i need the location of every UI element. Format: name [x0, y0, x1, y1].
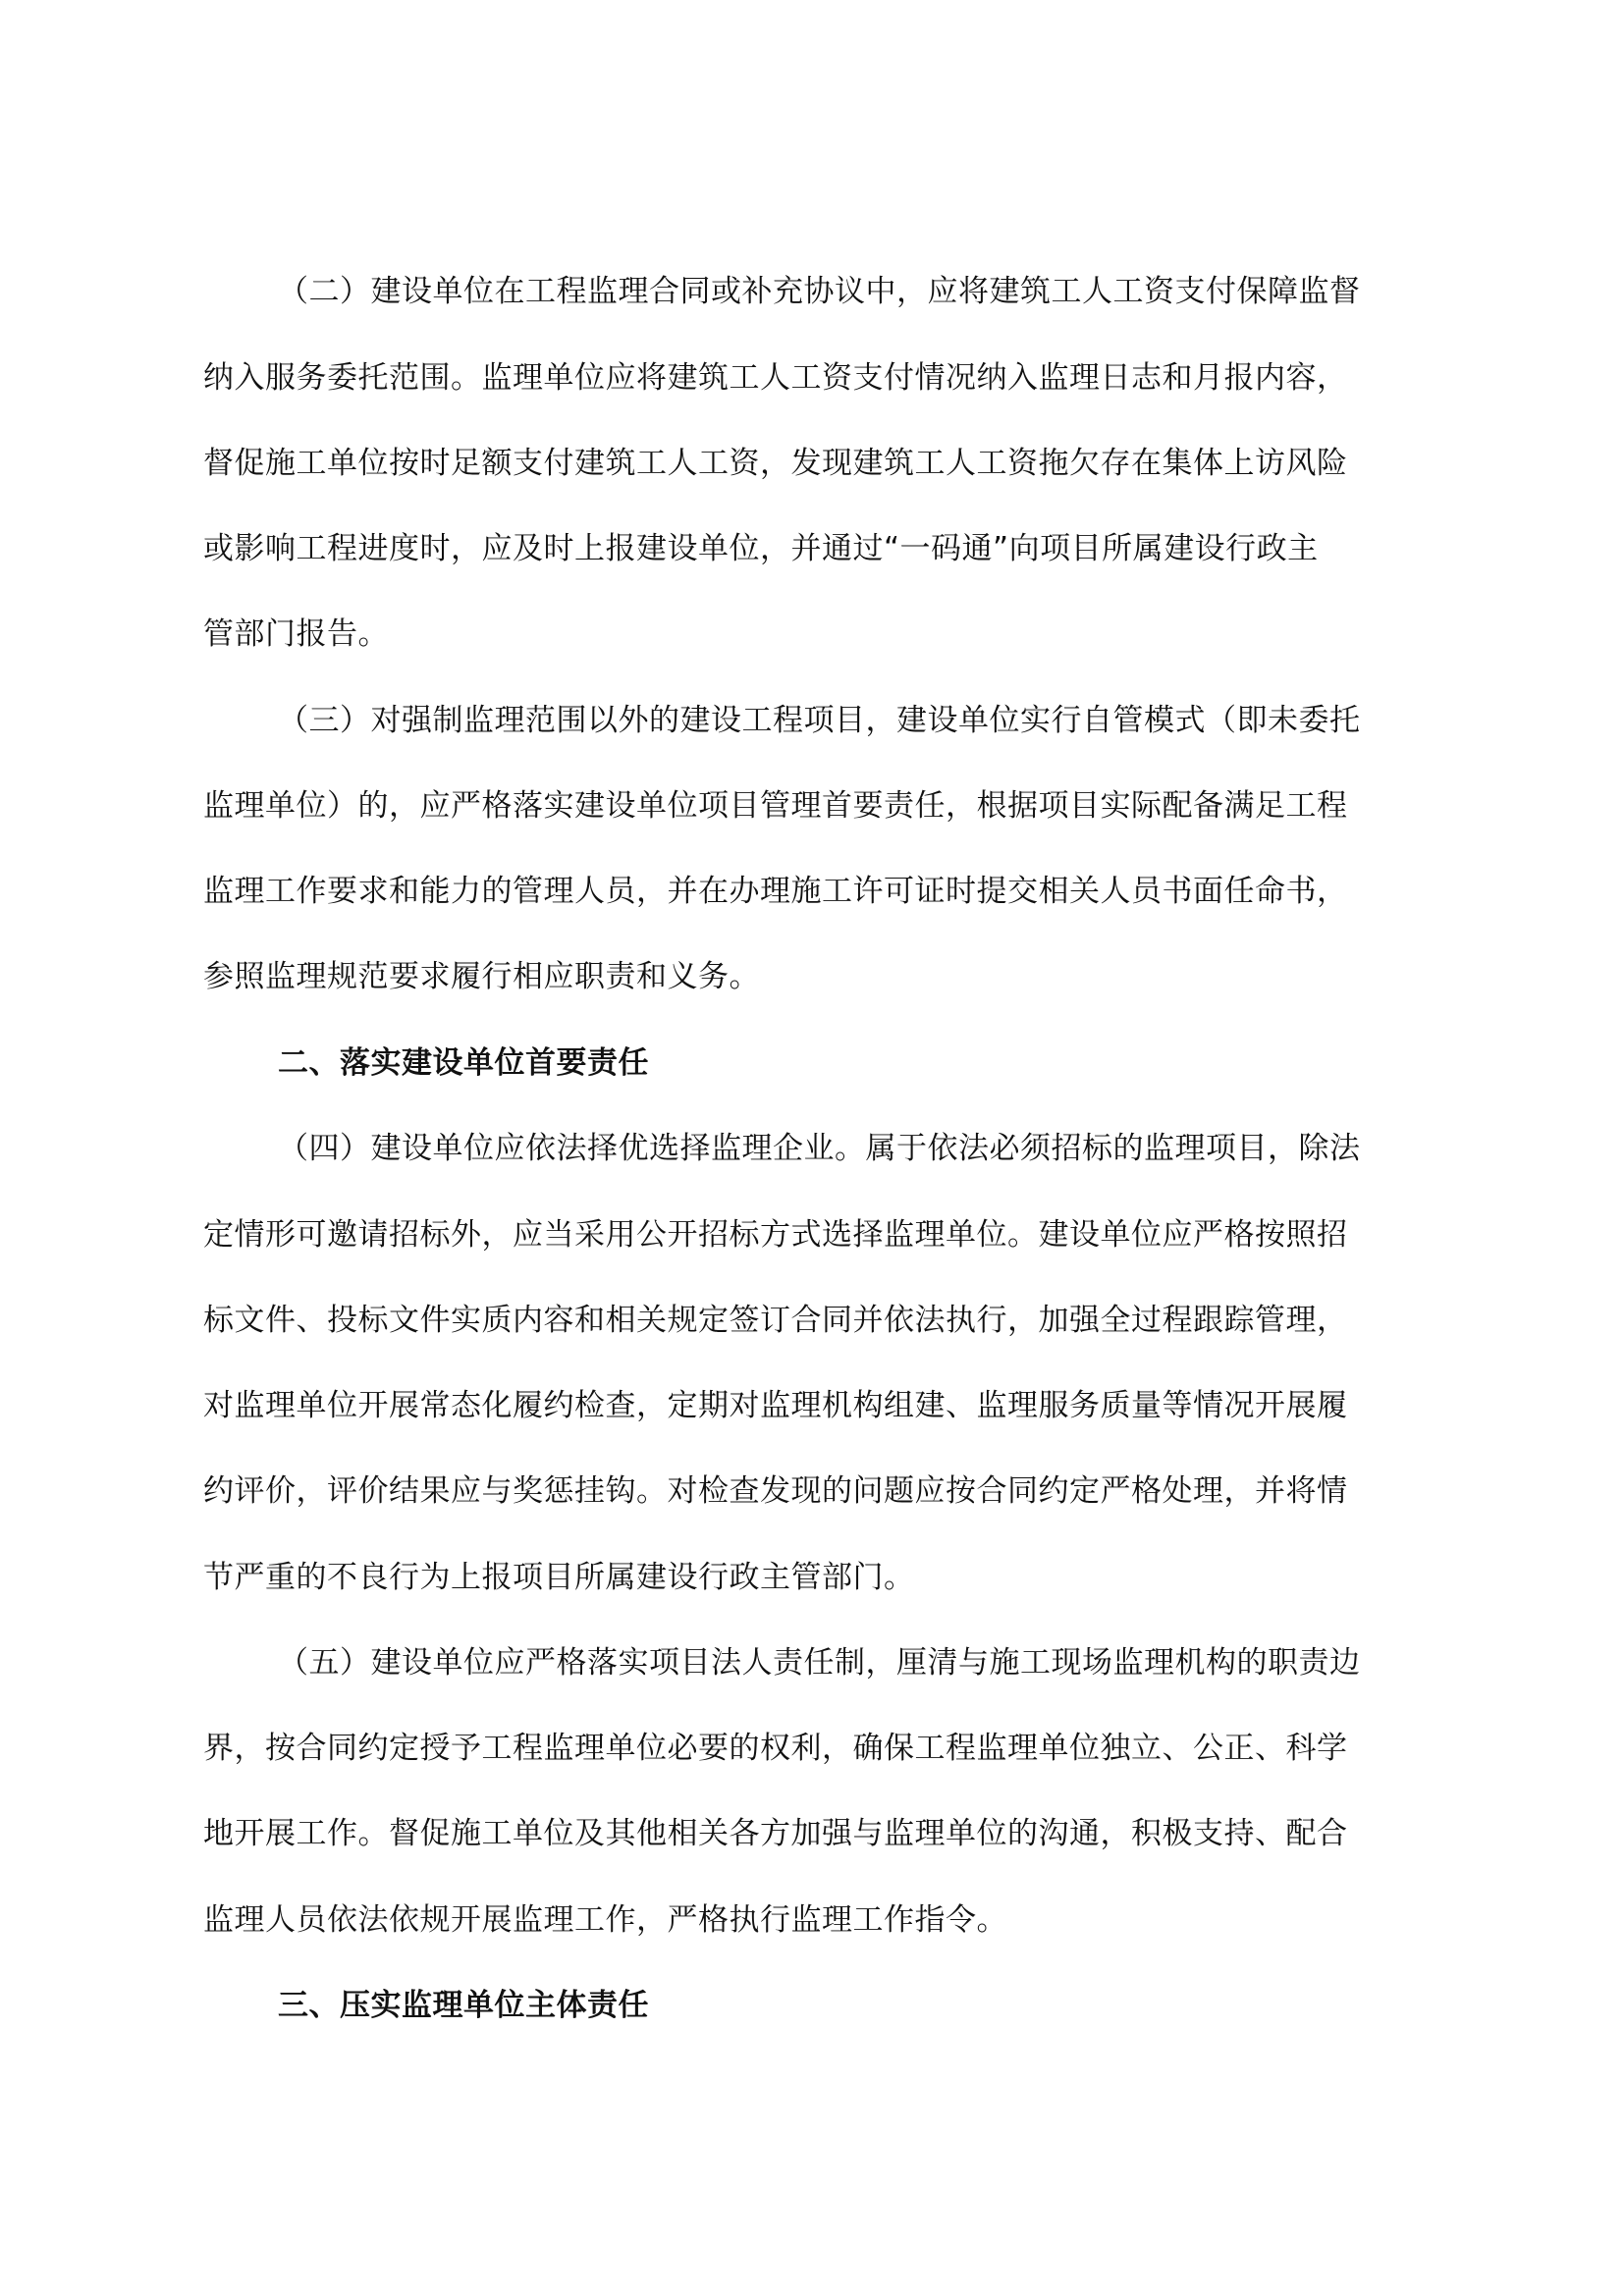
para-2-line-2: 纳入服务委托范围。监理单位应将建筑工人工资支付情况纳入监理日志和月报内容，: [203, 360, 1348, 396]
section-heading-3: 三、压实监理单位主体责任: [278, 1988, 649, 2023]
para-2-line-5: 管部门报告。: [203, 616, 389, 652]
para-4-line-3: 标文件、投标文件实质内容和相关规定签订合同并依法执行，加强全过程跟踪管理，: [203, 1303, 1348, 1338]
para-5-line-3: 地开展工作。督促施工单位及其他相关各方加强与监理单位的沟通，积极支持、配合: [203, 1816, 1348, 1851]
para-4-line-1: （四）建设单位应依法择优选择监理企业。属于依法必须招标的监理项目，除法: [278, 1131, 1361, 1166]
para-5-line-1: （五）建设单位应严格落实项目法人责任制，厘清与施工现场监理机构的职责边: [278, 1645, 1361, 1681]
para-3-line-4: 参照监理规范要求履行相应职责和义务。: [203, 959, 760, 994]
section-heading-2: 二、落实建设单位首要责任: [278, 1045, 649, 1081]
para-5-line-4: 监理人员依法依规开展监理工作，严格执行监理工作指令。: [203, 1902, 1007, 1938]
para-4-line-2: 定情形可邀请招标外，应当采用公开招标方式选择监理单位。建设单位应严格按照招: [203, 1217, 1348, 1253]
para-2-line-3: 督促施工单位按时足额支付建筑工人工资，发现建筑工人工资拖欠存在集体上访风险: [203, 446, 1348, 481]
para-5-line-2: 界，按合同约定授予工程监理单位必要的权利，确保工程监理单位独立、公正、科学: [203, 1731, 1348, 1766]
para-3-line-1: （三）对强制监理范围以外的建设工程项目，建设单位实行自管模式（即未委托: [278, 703, 1361, 738]
para-2-line-4: 或影响工程进度时，应及时上报建设单位，并通过“一码通”向项目所属建设行政主: [203, 531, 1319, 566]
para-4-line-4: 对监理单位开展常态化履约检查，定期对监理机构组建、监理服务质量等情况开展履: [203, 1388, 1348, 1423]
para-4-line-5: 约评价，评价结果应与奖惩挂钩。对检查发现的问题应按合同约定严格处理，并将情: [203, 1473, 1348, 1509]
para-3-line-3: 监理工作要求和能力的管理人员，并在办理施工许可证时提交相关人员书面任命书，: [203, 874, 1348, 909]
para-2-line-1: （二）建设单位在工程监理合同或补充协议中，应将建筑工人工资支付保障监督: [278, 274, 1361, 309]
para-3-line-2: 监理单位）的，应严格落实建设单位项目管理首要责任，根据项目实际配备满足工程: [203, 788, 1348, 824]
para-4-line-6: 节严重的不良行为上报项目所属建设行政主管部门。: [203, 1560, 915, 1595]
